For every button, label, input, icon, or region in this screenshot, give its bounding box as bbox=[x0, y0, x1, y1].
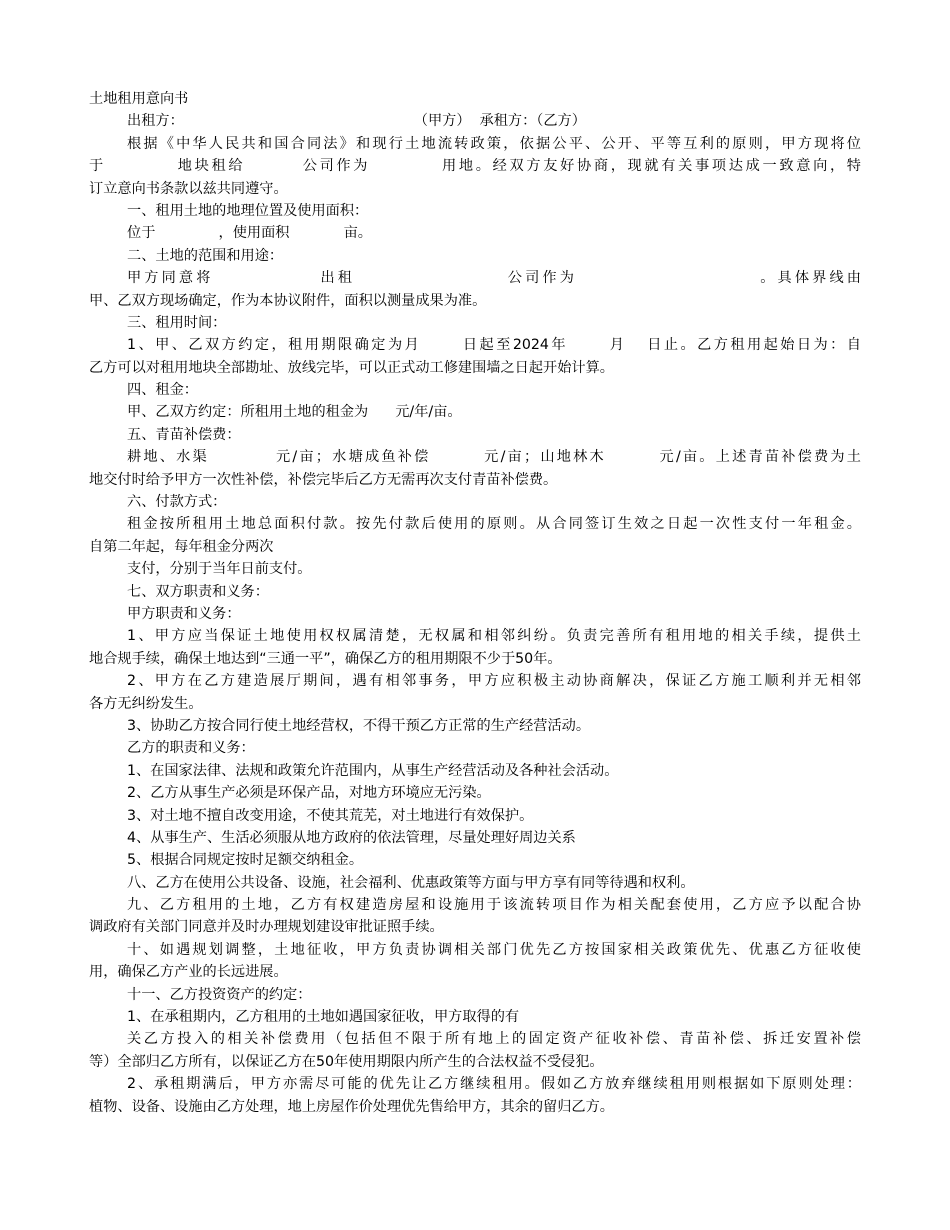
text-line: 租金按所租用土地总面积付款。按先付款后使用的原则。从合同签订生效之日起一次性支付一年租金。 bbox=[127, 516, 861, 533]
text-line: 八、乙方在使用公共设备、设施，社会福利、优惠政策等方面与甲方享有同等待遇和权利。 bbox=[127, 874, 695, 891]
text-line: 1、在承租期内，乙方租用的土地如遇国家征收，甲方取得的有 bbox=[127, 1009, 520, 1026]
text-line: 用，确保乙方产业的长远进展。 bbox=[89, 964, 288, 981]
text-line: 根据《中华人民共和国合同法》和现行土地流转政策，依据公平、公开、平等互利的原则，甲方现将位 bbox=[127, 135, 861, 152]
text-line: 耕地、水渠 元/亩；水塘成鱼补偿 元/亩；山地林木 元/亩。上述青苗补偿费为土 bbox=[127, 449, 861, 466]
text-line: 六、付款方式： bbox=[127, 494, 227, 511]
text-line: 自第二年起，每年租金分两次 bbox=[89, 538, 274, 555]
text-line: 五、青苗补偿费： bbox=[127, 426, 241, 443]
text-line: 各方无纠纷发生。 bbox=[89, 695, 203, 712]
text-line: 1、甲方应当保证土地使用权权属清楚，无权属和相邻纠纷。负责完善所有租用地的相关手续，提供土 bbox=[127, 628, 861, 645]
text-line: 位于 ，使用面积 亩。 bbox=[127, 225, 372, 242]
text-line: 十一、乙方投资资产的约定： bbox=[127, 986, 312, 1003]
text-line: 七、双方职责和义务： bbox=[127, 583, 269, 600]
text-line: 3、对土地不擅自改变用途，不使其荒芜，对土地进行有效保护。 bbox=[127, 807, 534, 824]
text-line: 出租方： （甲方） 承租方：（乙方） bbox=[127, 113, 586, 130]
document-title: 土地租用意向书 bbox=[89, 91, 189, 107]
text-line: 支付，分别于当年日前支付。 bbox=[127, 561, 312, 578]
text-line: 关乙方投入的相关补偿费用（包括但不限于所有地上的固定资产征收补偿、青苗补偿、拆迁安置补偿 bbox=[127, 1031, 861, 1048]
text-line: 一、租用土地的地理位置及使用面积： bbox=[127, 202, 369, 219]
text-line: 乙方可以对租用地块全部勘址、放线完毕，可以正式动工修建围墙之日起开始计算。 bbox=[89, 359, 614, 376]
text-line: 4、从事生产、生活必须服从地方政府的依法管理，尽量处理好周边关系 bbox=[127, 829, 576, 846]
text-line: 5、根据合同规定按时足额交纳租金。 bbox=[127, 852, 364, 869]
document-page bbox=[89, 88, 861, 1118]
text-line: 2、乙方从事生产必须是环保产品，对地方环境应无污染。 bbox=[127, 785, 491, 802]
text-line: 订立意向书条款以兹共同遵守。 bbox=[89, 180, 288, 197]
text-line: 等）全部归乙方所有，以保证乙方在50年使用期限内所产生的合法权益不受侵犯。 bbox=[89, 1053, 604, 1070]
text-line: 四、租金： bbox=[127, 382, 198, 399]
text-line: 2、承租期满后，甲方亦需尽可能的优先让乙方继续租用。假如乙方放弃继续租用则根据如下原则处理： bbox=[127, 1076, 861, 1093]
text-line: 3、协助乙方按合同行使土地经营权，不得干预乙方正常的生产经营活动。 bbox=[127, 717, 591, 734]
text-line: 于 地块租给 公司作为 用地。经双方友好协商，现就有关事项达成一致意向，特 bbox=[89, 158, 861, 175]
text-line: 甲、乙双方现场确定，作为本协议附件，面积以测量成果为准。 bbox=[89, 292, 487, 309]
text-line: 甲、乙双方约定：所租用土地的租金为 元/年/亩。 bbox=[127, 404, 462, 421]
text-line: 调政府有关部门同意并及时办理规划建设审批证照手续。 bbox=[89, 919, 444, 936]
text-line: 乙方的职责和义务： bbox=[127, 740, 255, 757]
text-line: 九、乙方租用的土地，乙方有权建造房屋和设施用于该流转项目作为相关配套使用，乙方应予以配合协 bbox=[127, 897, 861, 914]
text-line: 1、甲、乙双方约定，租用期限确定为月 日起至2024年 月 日止。乙方租用起始日为：自 bbox=[127, 337, 861, 354]
text-line: 甲方职责和义务： bbox=[127, 605, 241, 622]
text-line: 甲方同意将 出租 公司作为 。具体界线由 bbox=[127, 270, 861, 287]
text-line: 植物、设备、设施由乙方处理，地上房屋作价处理优先售给甲方，其余的留归乙方。 bbox=[89, 1098, 614, 1115]
text-line: 十、如遇规划调整，土地征收，甲方负责协调相关部门优先乙方按国家相关政策优先、优惠乙方征收使 bbox=[127, 941, 861, 958]
text-line: 2、甲方在乙方建造展厅期间，遇有相邻事务，甲方应积极主动协商解决，保证乙方施工顺利并无相邻 bbox=[127, 673, 861, 690]
text-line: 1、在国家法律、法规和政策允许范围内，从事生产经营活动及各种社会活动。 bbox=[127, 762, 619, 779]
text-line: 三、租用时间： bbox=[127, 314, 227, 331]
text-line: 二、土地的范围和用途： bbox=[127, 247, 284, 264]
text-line: 地交付时给予甲方一次性补偿，补偿完毕后乙方无需再次支付青苗补偿费。 bbox=[89, 471, 558, 488]
text-line: 地合规手续，确保土地达到“三通一平”，确保乙方的租用期限不少于50年。 bbox=[89, 650, 562, 667]
